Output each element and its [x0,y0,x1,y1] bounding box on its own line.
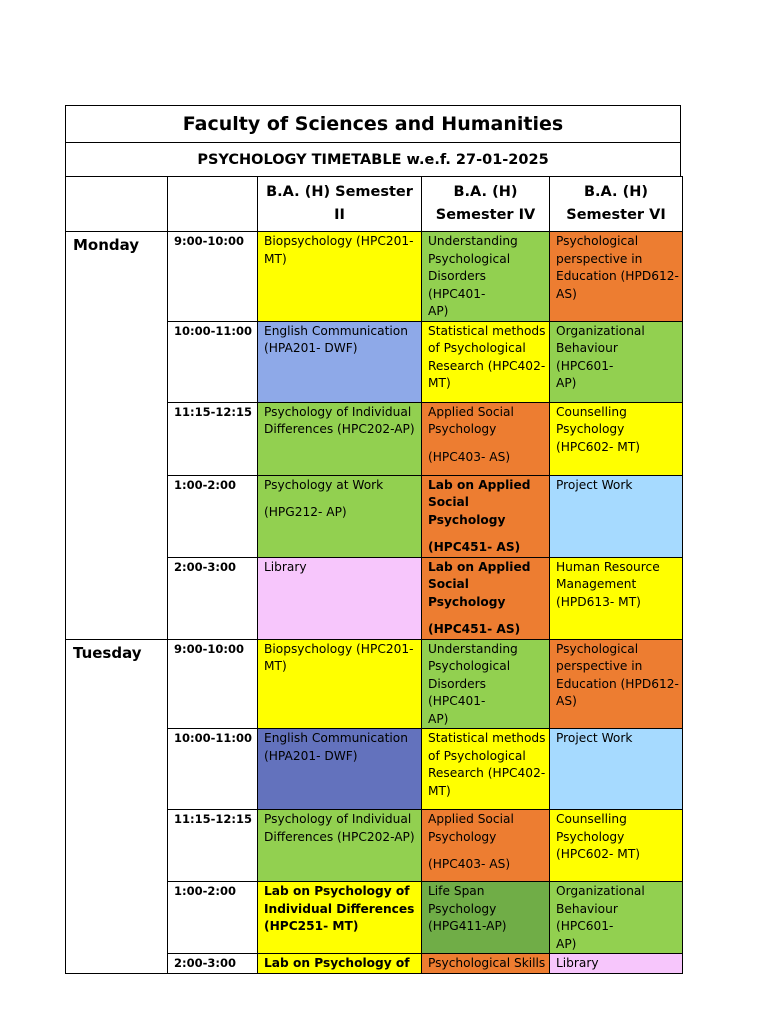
time-slot: 9:00-10:00 [168,639,258,729]
course-name: Understanding Psychological Disorders (HPC401- AP) [428,234,518,318]
day-label: Monday [66,232,168,640]
course-name: Psychological perspective in Education (HPD612- AS) [556,234,679,301]
header-time-blank [168,177,258,232]
course-name: Psychology of Individual Differences (HPC202-AP) [264,812,415,844]
timetable-subtitle: PSYCHOLOGY TIMETABLE w.e.f. 27-01-2025 [65,143,681,177]
header-semester-2: B.A. (H) Semester II [258,177,422,232]
course-cell [258,232,422,322]
course-cell [550,729,683,810]
course-name: Statistical methods of Psychological Research (HPC402- MT) [428,323,546,390]
course-name: Library [264,559,307,574]
course-cell [422,882,550,954]
time-slot: 1:00-2:00 [168,475,258,557]
course-name: Psychology at Work [264,477,384,492]
time-slot: 9:00-10:00 [168,232,258,322]
course-cell [258,475,422,557]
course-cell [550,475,683,557]
course-cell [550,882,683,954]
course-name: Organizational Behaviour (HPC601- AP) [556,323,645,390]
time-slot: 10:00-11:00 [168,321,258,402]
course-cell [258,639,422,729]
time-slot: 2:00-3:00 [168,954,258,974]
time-slot: 10:00-11:00 [168,729,258,810]
course-code: (HPC403- AS) [428,449,511,464]
course-code: (HPC451- AS) [428,540,521,554]
header-semester-4: B.A. (H) Semester IV [422,177,550,232]
timetable-row [66,232,683,322]
course-name: Lab on Applied Social Psychology [428,477,531,527]
time-slot: 2:00-3:00 [168,557,258,639]
course-cell [258,810,422,882]
course-name: Lab on Psychology of [264,956,410,970]
day-label: Tuesday [66,639,168,973]
course-name: English Communication (HPA201- DWF) [264,323,408,355]
course-code: (HPG212- AP) [264,505,347,519]
course-cell [258,954,422,974]
course-cell [422,475,550,557]
course-name: Psychological Skills [428,956,546,970]
course-name: Psychological perspective in Education (HPD612- AS) [556,641,679,708]
course-cell [550,954,683,974]
course-name: English Communication (HPA201- DWF) [264,731,408,763]
course-cell [550,810,683,882]
course-cell [422,232,550,322]
course-name: Biopsychology (HPC201- MT) [264,641,414,673]
header-semester-6: B.A. (H) Semester VI [550,177,683,232]
course-name: Biopsychology (HPC201- MT) [264,234,414,266]
course-cell [550,402,683,475]
header-day-blank [66,177,168,232]
course-name: Applied Social Psychology [428,812,514,844]
course-cell [422,954,550,974]
course-cell [422,639,550,729]
course-cell [422,557,550,639]
course-cell [550,557,683,639]
course-name: Psychology of Individual Differences (HPC202-AP) [264,404,415,436]
course-name: Understanding Psychological Disorders (HPC401- AP) [428,641,518,726]
course-cell [422,321,550,402]
course-cell [422,729,550,810]
time-slot: 11:15-12:15 [168,810,258,882]
course-name: Organizational Behaviour (HPC601- AP) [556,884,645,951]
course-code: (HPC451- AS) [428,622,521,636]
course-name: Lab on Applied Social Psychology [428,559,531,609]
course-name: Counselling Psychology (HPC602- MT) [556,812,641,861]
course-cell [258,321,422,402]
course-name: Counselling Psychology (HPC602- MT) [556,404,641,454]
course-code: (HPC403- AS) [428,857,511,871]
course-name: Statistical methods of Psychological Research (HPC402- MT) [428,731,546,798]
course-name: Life Span Psychology (HPG411-AP) [428,884,507,933]
course-name: Human Resource Management (HPD613- MT) [556,559,660,609]
time-slot: 11:15-12:15 [168,402,258,475]
faculty-title: Faculty of Sciences and Humanities [65,105,681,143]
course-cell [258,557,422,639]
course-cell [422,402,550,475]
course-name: Library [556,956,599,970]
timetable-table [65,176,683,974]
timetable-row [66,639,683,729]
course-cell [422,810,550,882]
time-slot: 1:00-2:00 [168,882,258,954]
course-name: Project Work [556,731,633,745]
course-cell [258,882,422,954]
course-name: Lab on Psychology of Individual Differences (HPC251- MT) [264,884,415,933]
course-cell [258,402,422,475]
course-name: Applied Social Psychology [428,404,514,436]
course-name: Project Work [556,477,633,492]
course-cell [550,232,683,322]
header-row [66,177,683,232]
course-cell [550,639,683,729]
course-cell [258,729,422,810]
course-cell [550,321,683,402]
